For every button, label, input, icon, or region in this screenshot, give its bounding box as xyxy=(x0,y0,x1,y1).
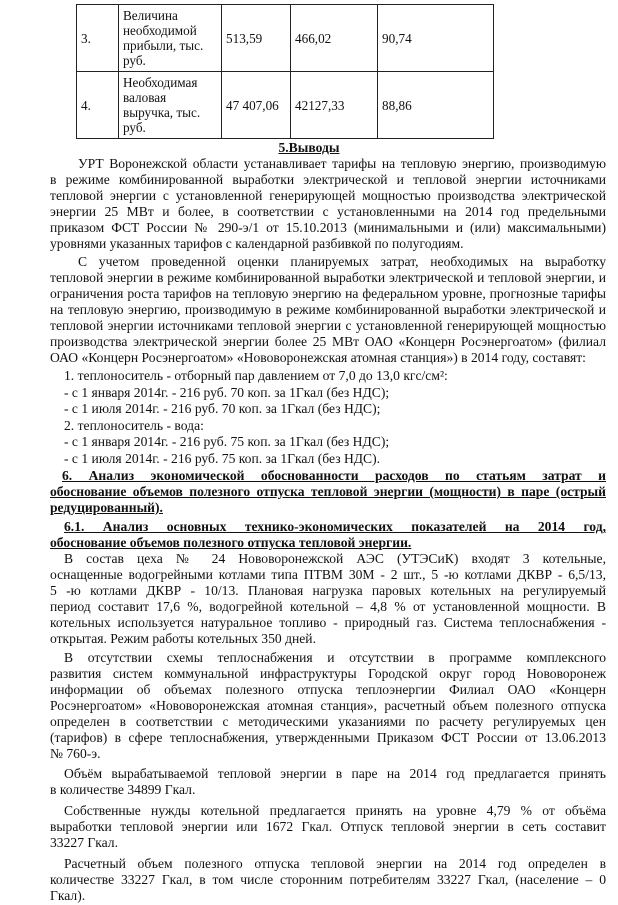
row-number: 4. xyxy=(77,72,119,139)
paragraph-line: количестве 33227 Гкал, в том числе сторонним потребителям 33227 Гкал, (население – 0 xyxy=(50,872,606,887)
subsection-heading: 6.1. Анализ основных технико-экономических показателей на 2014 год, xyxy=(64,519,606,534)
paragraph-line: котельных используется натуральное топливо - природный газ. Система теплоснабжения - xyxy=(50,615,606,630)
section-heading: 6. Анализ экономической обоснованности расходов по статьям затрат и xyxy=(62,468,606,483)
subsection-heading: обоснование объемов полезного отпуска тепловой энергии. xyxy=(50,535,412,550)
paragraph-line: Расчетный объем полезного отпуска тепловой энергии на 2014 год определен в xyxy=(64,856,606,871)
paragraph-line: период составит 17,6 %, водогрейной котельной – 4,8 % от установленной мощности. В xyxy=(50,599,606,614)
row-number: 3. xyxy=(77,5,119,72)
row-name-line: Необходимая xyxy=(123,75,198,90)
cell-value: 466,02 xyxy=(291,5,378,72)
paragraph-line: на тепловую энергию, производимую в режиме комбинированной выработки электрической и xyxy=(50,302,606,317)
paragraph-line: энергии 25 МВт и более, в соответствии с установленными на 2014 год предельными xyxy=(50,204,606,219)
section-heading: обоснование объемов полезного отпуска тепловой энергии (мощности) в паре (острый xyxy=(50,484,606,499)
paragraph-line: уровнями указанных тарифов с календарной разбивкой по полугодиям. xyxy=(50,236,464,251)
paragraph-line: развития систем коммунальной инфраструктуры Городской округ город Нововоронеж xyxy=(50,666,606,681)
paragraph-line: С учетом проведенной оценки планируемых затрат, необходимых на выработку xyxy=(78,254,606,269)
paragraph-line: тепловой энергии с установленной генерирующей мощностью производства электрической xyxy=(50,188,606,203)
paragraph-line: определен в соответствии с методическими указаниями по расчету регулируемых цен xyxy=(50,714,606,729)
paragraph-line: выработки тепловой энергии или 1672 Гкал. Отпуск тепловой энергии в сеть составит xyxy=(50,819,606,834)
paragraph-line: 5 -ю котлами ДКВР - 10/13. Плановая нагрузка паровых котельных на регулируемый xyxy=(50,583,606,598)
row-name xyxy=(119,72,222,139)
cell-value: 513,59 xyxy=(222,5,291,72)
paragraph-line: Объём вырабатываемой тепловой энергии в паре на 2014 год предлагается принять xyxy=(64,766,606,781)
paragraph-line: ОАО «Концерн Росэнергоатом» «Нововоронежская атомная станция») в 2014 году, составят: xyxy=(50,350,586,365)
paragraph-line: информации об объемах полезного отпуска теплоэнергии Филиал ОАО «Концерн xyxy=(50,682,606,697)
paragraph-line: приказом ФСТ России № 290-э/1 от 15.10.2013 (минимальными и (или) максимальными) xyxy=(50,220,606,235)
list-item: 1. теплоноситель - отборный пар давлением от 7,0 до 13,0 кгс/см²: xyxy=(64,368,448,383)
cell-value: 88,86 xyxy=(378,72,494,139)
paragraph-line: Собственные нужды котельной предлагается принять на уровне 4,79 % от объёма xyxy=(64,803,606,818)
paragraph-line: В отсутствии схемы теплоснабжения и отсутствии в программе комплексного xyxy=(64,650,606,665)
row-name-line: валовая xyxy=(123,90,167,105)
row-name xyxy=(119,5,222,72)
list-item: - с 1 января 2014г. - 216 руб. 75 коп. за 1Гкал (без НДС); xyxy=(64,434,390,449)
paragraph-line: В состав цеха № 24 Нововоронежской АЭС (УТЭСиК) входят 3 котельные, xyxy=(64,551,606,566)
paragraph-line: тепловой энергии источниками тепловой энергии с установленной генерирующей мощностью xyxy=(50,318,606,333)
row-name-line: необходимой xyxy=(123,23,197,38)
row-name-line: выручка, тыс. xyxy=(123,105,201,120)
table-row xyxy=(77,72,494,139)
section-heading: 5.Выводы xyxy=(278,140,340,155)
list-item: - с 1 июля 2014г. - 216 руб. 70 коп. за 1Гкал (без НДС); xyxy=(64,401,381,416)
paragraph-line: тепловой энергии в режиме комбинированной выработки электрической и тепловой энергии, и xyxy=(50,270,606,285)
cell-value: 42127,33 xyxy=(291,72,378,139)
table-row xyxy=(77,5,494,72)
paragraph-line: в режиме комбинированной выработки электрической и тепловой энергии источниками xyxy=(50,172,606,187)
paragraph-line: оснащенные водогрейными котлами типа ПТВМ 30М - 2 шт., 5 -ю котлами ДКВР - 6,5/13, xyxy=(50,567,606,582)
paragraph-line: Росэнергоатом» «Нововоронежская атомная станция», расчетный объем полезного отпуска xyxy=(50,698,606,713)
list-item: - с 1 июля 2014г. - 216 руб. 75 коп. за 1Гкал (без НДС). xyxy=(64,451,381,466)
row-name-line: Величина xyxy=(123,8,178,23)
paragraph-line: УРТ Воронежской области устанавливает тарифы на тепловую энергию, производимую xyxy=(78,156,606,171)
paragraph-line: в количестве 34899 Гкал. xyxy=(50,782,196,797)
paragraph-line: ограничения роста тарифов на тепловую энергию на федеральном уровне, прогнозные тарифы xyxy=(50,286,606,301)
section-heading: редуцированный). xyxy=(50,500,163,515)
paragraph-line: (тарифов) в сфере теплоснабжения, утвержденными Приказом ФСТ России от 13.06.2013 xyxy=(50,730,606,745)
row-name-line: прибыли, тыс. xyxy=(123,38,204,53)
paragraph-line: 33227 Гкал. xyxy=(50,835,118,850)
paragraph-line: № 760-э. xyxy=(50,746,101,761)
paragraph-line: открытая. Режим работы котельных 350 дней. xyxy=(50,631,316,646)
list-item: - с 1 января 2014г. - 216 руб. 70 коп. за 1Гкал (без НДС); xyxy=(64,385,390,400)
row-name-line: руб. xyxy=(123,53,146,68)
paragraph-line: Гкал). xyxy=(50,888,86,903)
cell-value: 90,74 xyxy=(378,5,494,72)
paragraph-line: производства электрической энергии более 25 МВт ОАО «Концерн Росэнергоатом» (филиал xyxy=(50,334,606,349)
indicators-table xyxy=(76,4,494,139)
cell-value: 47 407,06 xyxy=(222,72,291,139)
list-item: 2. теплоноситель - вода: xyxy=(64,418,204,433)
row-name-line: руб. xyxy=(123,120,146,135)
